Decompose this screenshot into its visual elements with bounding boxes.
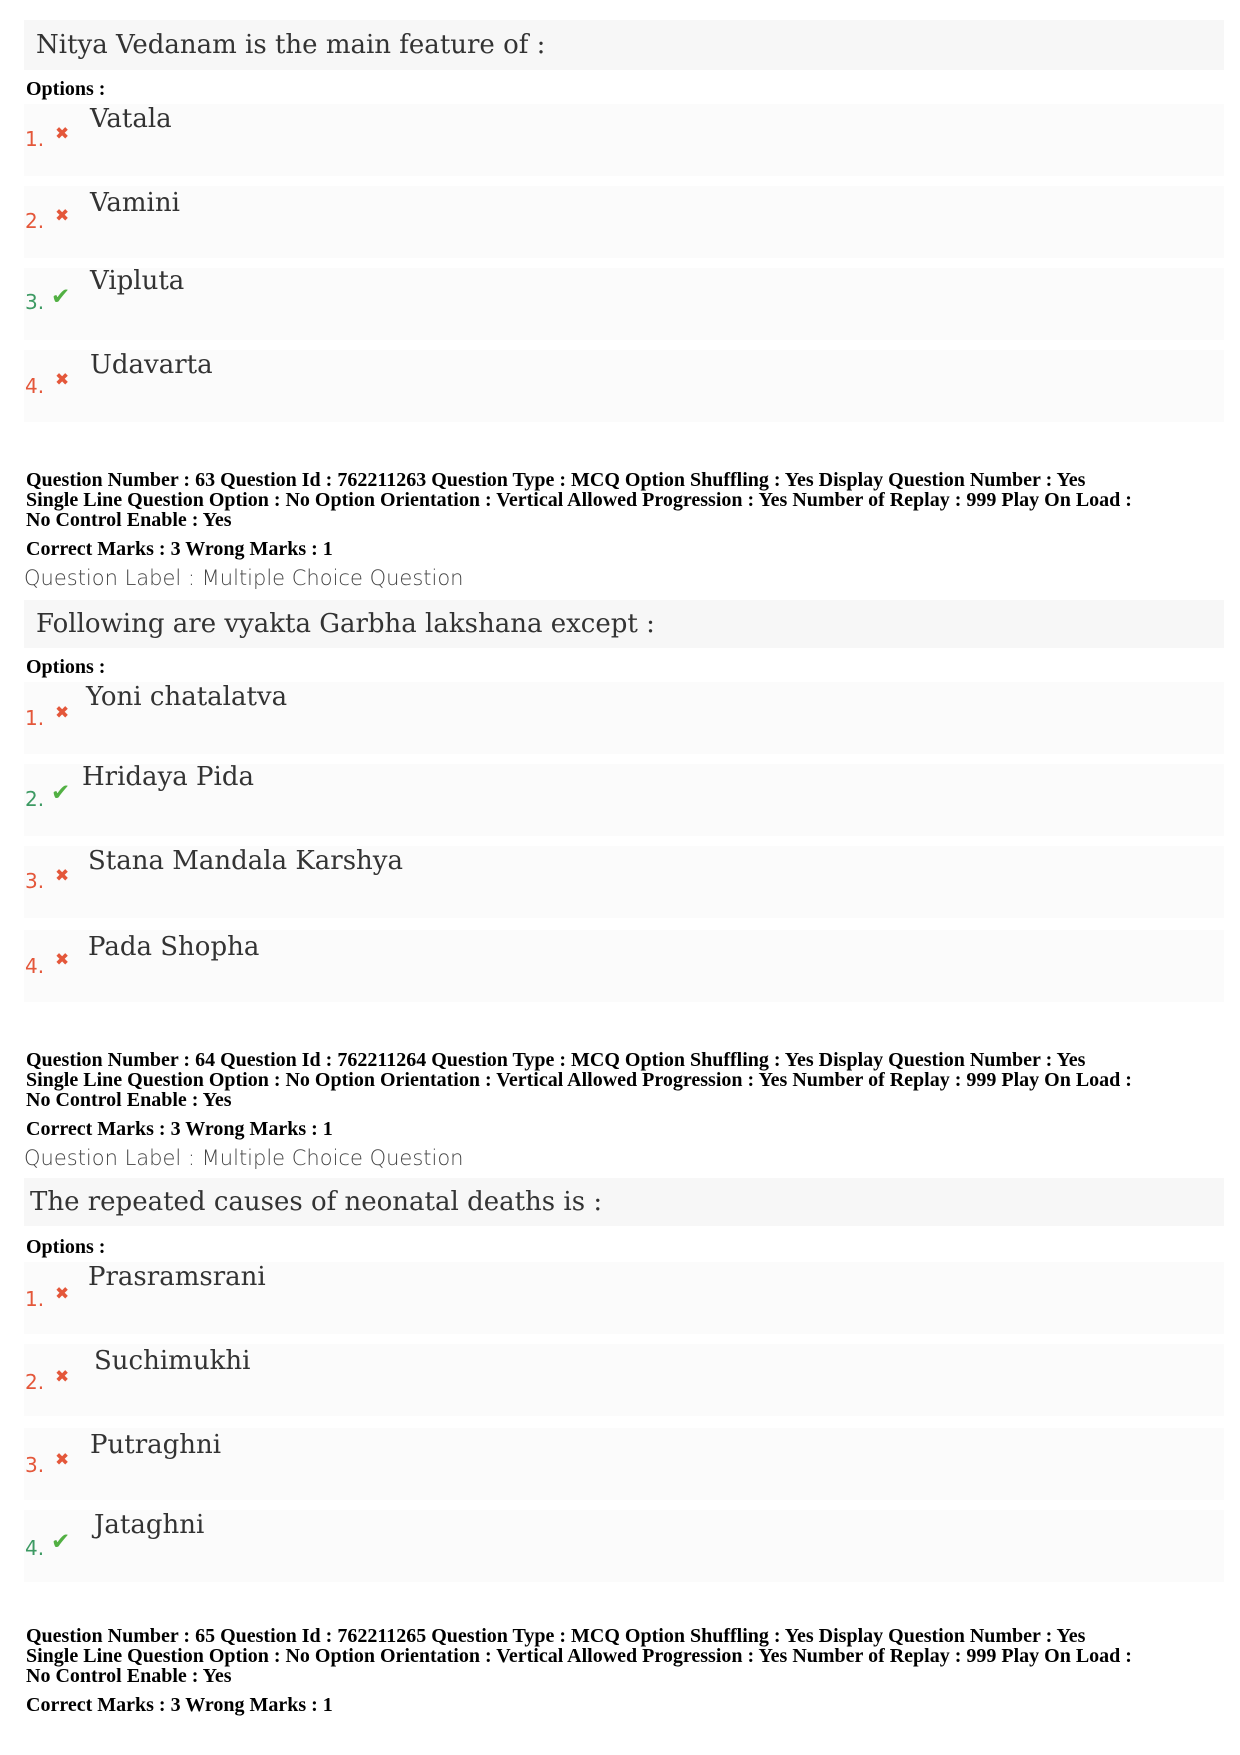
marks-line: Correct Marks : 3 Wrong Marks : 1 (26, 1118, 333, 1140)
cross-icon: ✖ (55, 124, 70, 144)
options-label: Options : (26, 78, 106, 100)
option-text: Vipluta (90, 266, 185, 296)
marks-line: Correct Marks : 3 Wrong Marks : 1 (26, 538, 333, 560)
option-number: 4. (25, 374, 45, 398)
option-text: Vatala (90, 104, 172, 134)
question-label: Question Label : Multiple Choice Question (24, 566, 464, 590)
option-number: 3. (25, 1453, 45, 1477)
question-meta (26, 1626, 1216, 1686)
meta-line: Question Number : 65 Question Id : 762211265 Question Type : MCQ Option Shuffling : Yes Display Question Number : Yes (26, 1625, 1086, 1647)
meta-line: Single Line Question Option : No Option Orientation : Vertical Allowed Progression : Yes Number of Replay : 999 Play On Load : (26, 1645, 1132, 1667)
options-label: Options : (26, 1236, 106, 1258)
cross-icon: ✖ (55, 1367, 70, 1387)
check-icon: ✔ (51, 780, 71, 806)
option-number: 1. (25, 706, 45, 730)
option-text: Prasramsrani (88, 1262, 266, 1292)
meta-line: Single Line Question Option : No Option Orientation : Vertical Allowed Progression : Yes Number of Replay : 999 Play On Load : (26, 1069, 1132, 1091)
option-number: 1. (25, 127, 45, 151)
option-box (24, 104, 1224, 176)
meta-line: No Control Enable : Yes (26, 1665, 232, 1687)
meta-line: No Control Enable : Yes (26, 509, 232, 531)
option-number: 2. (25, 787, 45, 811)
option-text: Vamini (90, 188, 180, 218)
meta-line: Question Number : 63 Question Id : 762211263 Question Type : MCQ Option Shuffling : Yes Display Question Number : Yes (26, 469, 1086, 491)
cross-icon: ✖ (55, 950, 70, 970)
cross-icon: ✖ (55, 1450, 70, 1470)
question-text: The repeated causes of neonatal deaths is : (30, 1187, 603, 1217)
option-number: 4. (25, 954, 45, 978)
option-number: 3. (25, 869, 45, 893)
marks-line: Correct Marks : 3 Wrong Marks : 1 (26, 1694, 333, 1716)
check-icon: ✔ (51, 1529, 71, 1555)
option-text: Putraghni (90, 1430, 222, 1460)
meta-line: Question Number : 64 Question Id : 762211264 Question Type : MCQ Option Shuffling : Yes Display Question Number : Yes (26, 1049, 1086, 1071)
question-text-box (24, 600, 1224, 648)
meta-line: No Control Enable : Yes (26, 1089, 232, 1111)
option-box (24, 186, 1224, 258)
question-text: Nitya Vedanam is the main feature of : (36, 30, 546, 60)
meta-line: Single Line Question Option : No Option Orientation : Vertical Allowed Progression : Yes Number of Replay : 999 Play On Load : (26, 489, 1132, 511)
check-icon: ✔ (51, 284, 71, 310)
option-number: 2. (25, 209, 45, 233)
option-text: Yoni chatalatva (86, 682, 288, 712)
options-label: Options : (26, 656, 106, 678)
cross-icon: ✖ (55, 1284, 70, 1304)
option-number: 4. (25, 1536, 45, 1560)
cross-icon: ✖ (55, 206, 70, 226)
option-text: Pada Shopha (88, 932, 260, 962)
option-text: Hridaya Pida (82, 762, 254, 792)
option-number: 1. (25, 1287, 45, 1311)
question-label: Question Label : Multiple Choice Question (24, 1146, 464, 1170)
question-meta (26, 470, 1216, 530)
question-text: Following are vyakta Garbha lakshana except : (36, 609, 655, 639)
question-text-box (24, 20, 1224, 70)
cross-icon: ✖ (55, 370, 70, 390)
cross-icon: ✖ (55, 703, 70, 723)
option-number: 3. (25, 290, 45, 314)
question-meta (26, 1050, 1216, 1110)
option-text: Suchimukhi (94, 1346, 251, 1376)
option-text: Stana Mandala Karshya (88, 846, 403, 876)
option-text: Udavarta (90, 350, 213, 380)
option-box (24, 268, 1224, 340)
option-text: Jataghni (94, 1510, 205, 1540)
cross-icon: ✖ (55, 866, 70, 886)
question-text-box (24, 1178, 1224, 1226)
option-number: 2. (25, 1370, 45, 1394)
